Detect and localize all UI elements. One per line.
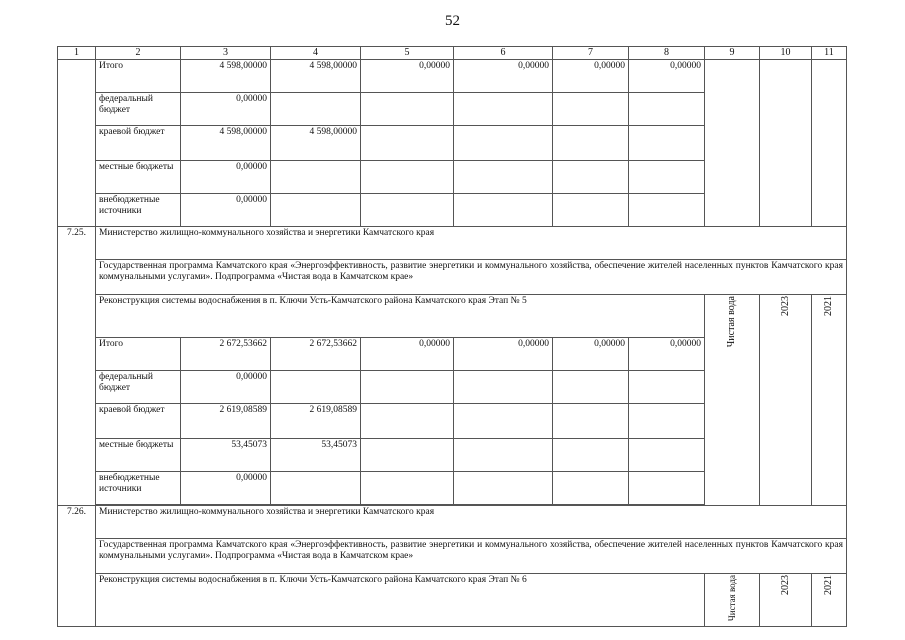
col11-text: 2021 <box>823 575 835 595</box>
amount-cell: 0,00000 <box>629 338 705 371</box>
amount-cell: 0,00000 <box>181 194 271 227</box>
amount-cell: 2 619,08589 <box>181 404 271 439</box>
code-cell <box>58 60 96 227</box>
row-label: внебюджетные источники <box>96 472 181 505</box>
row-label: местные бюджеты <box>96 161 181 194</box>
row-label: федеральный бюджет <box>96 93 181 126</box>
col11-text: 2021 <box>823 296 835 316</box>
amount-cell: 0,00000 <box>553 60 629 93</box>
amount-cell: 4 598,00000 <box>271 126 361 161</box>
col9-cell <box>705 295 760 506</box>
code-cell: 7.25. <box>58 227 96 506</box>
amount-cell: 0,00000 <box>181 93 271 126</box>
col9-cell <box>705 60 760 227</box>
object-cell: Реконструкция системы водоснабжения в п. Ключи Усть-Камчатского района Камчатского края Этап № 6 <box>96 574 705 627</box>
table-row <box>58 260 847 295</box>
amount-cell: 4 598,00000 <box>181 60 271 93</box>
object-cell: Реконструкция системы водоснабжения в п. Ключи Усть-Камчатского района Камчатского края Этап № 5 <box>96 295 705 338</box>
column-number: 8 <box>629 47 705 60</box>
amount-cell: 0,00000 <box>553 338 629 371</box>
column-number: 10 <box>760 47 812 60</box>
column-number: 2 <box>96 47 181 60</box>
col9-text: Чистая вода <box>726 296 738 348</box>
table-row <box>58 60 847 93</box>
program-cell: Государственная программа Камчатского края «Энергоэффективность, развитие энергетики и коммунального хозяйства, обеспечение жителей населенных пунктов Камчатского края коммунальными услугами». Подпрограмма «Чистая вода в Камчатском крае» <box>96 539 847 574</box>
amount-cell: 53,45073 <box>271 439 361 472</box>
row-label: Итого <box>96 338 181 371</box>
column-number: 7 <box>553 47 629 60</box>
amount-cell: 53,45073 <box>181 439 271 472</box>
col10-cell <box>760 295 812 506</box>
row-label: краевой бюджет <box>96 126 181 161</box>
column-number: 3 <box>181 47 271 60</box>
table-row <box>58 539 847 574</box>
col10-cell <box>760 60 812 227</box>
col11-cell <box>812 295 847 506</box>
page-number: 52 <box>445 13 460 29</box>
amount-cell: 0,00000 <box>361 338 454 371</box>
program-cell: Государственная программа Камчатского края «Энергоэффективность, развитие энергетики и коммунального хозяйства, обеспечение жителей населенных пунктов Камчатского края коммунальными услугами». Подпрограмма «Чистая вода в Камчатском крае» <box>96 260 847 295</box>
ministry-cell: Министерство жилищно-коммунального хозяйства и энергетики Камчатского края <box>96 506 847 539</box>
amount-cell: 0,00000 <box>629 60 705 93</box>
table-row <box>58 295 847 338</box>
amount-cell: 0,00000 <box>361 60 454 93</box>
table-row <box>58 227 847 260</box>
col10-cell <box>760 574 812 627</box>
amount-cell: 2 619,08589 <box>271 404 361 439</box>
table-row <box>58 574 847 627</box>
amount-cell: 2 672,53662 <box>271 338 361 371</box>
column-number: 9 <box>705 47 760 60</box>
col10-text: 2023 <box>779 296 791 316</box>
row-label: внебюджетные источники <box>96 194 181 227</box>
budget-table <box>57 46 847 627</box>
amount-cell: 0,00000 <box>181 371 271 404</box>
column-number: 1 <box>58 47 96 60</box>
column-number-row <box>58 47 847 60</box>
ministry-cell: Министерство жилищно-коммунального хозяйства и энергетики Камчатского края <box>96 227 847 260</box>
col11-cell <box>812 574 847 627</box>
amount-cell: 4 598,00000 <box>181 126 271 161</box>
row-label: местные бюджеты <box>96 439 181 472</box>
col9-text: Чистая вода <box>726 575 737 622</box>
amount-cell: 2 672,53662 <box>181 338 271 371</box>
column-number: 11 <box>812 47 847 60</box>
amount-cell: 0,00000 <box>454 60 553 93</box>
row-label: федеральный бюджет <box>96 371 181 404</box>
column-number: 4 <box>271 47 361 60</box>
row-label: Итого <box>96 60 181 93</box>
amount-cell: 0,00000 <box>454 338 553 371</box>
amount-cell: 0,00000 <box>181 472 271 505</box>
row-label: краевой бюджет <box>96 404 181 439</box>
col10-text: 2023 <box>779 575 791 595</box>
column-number: 5 <box>361 47 454 60</box>
column-number: 6 <box>454 47 553 60</box>
amount-cell: 4 598,00000 <box>271 60 361 93</box>
col11-cell <box>812 60 847 227</box>
amount-cell: 0,00000 <box>181 161 271 194</box>
col9-cell <box>705 574 760 627</box>
code-cell: 7.26. <box>58 506 96 627</box>
table-row <box>58 506 847 539</box>
